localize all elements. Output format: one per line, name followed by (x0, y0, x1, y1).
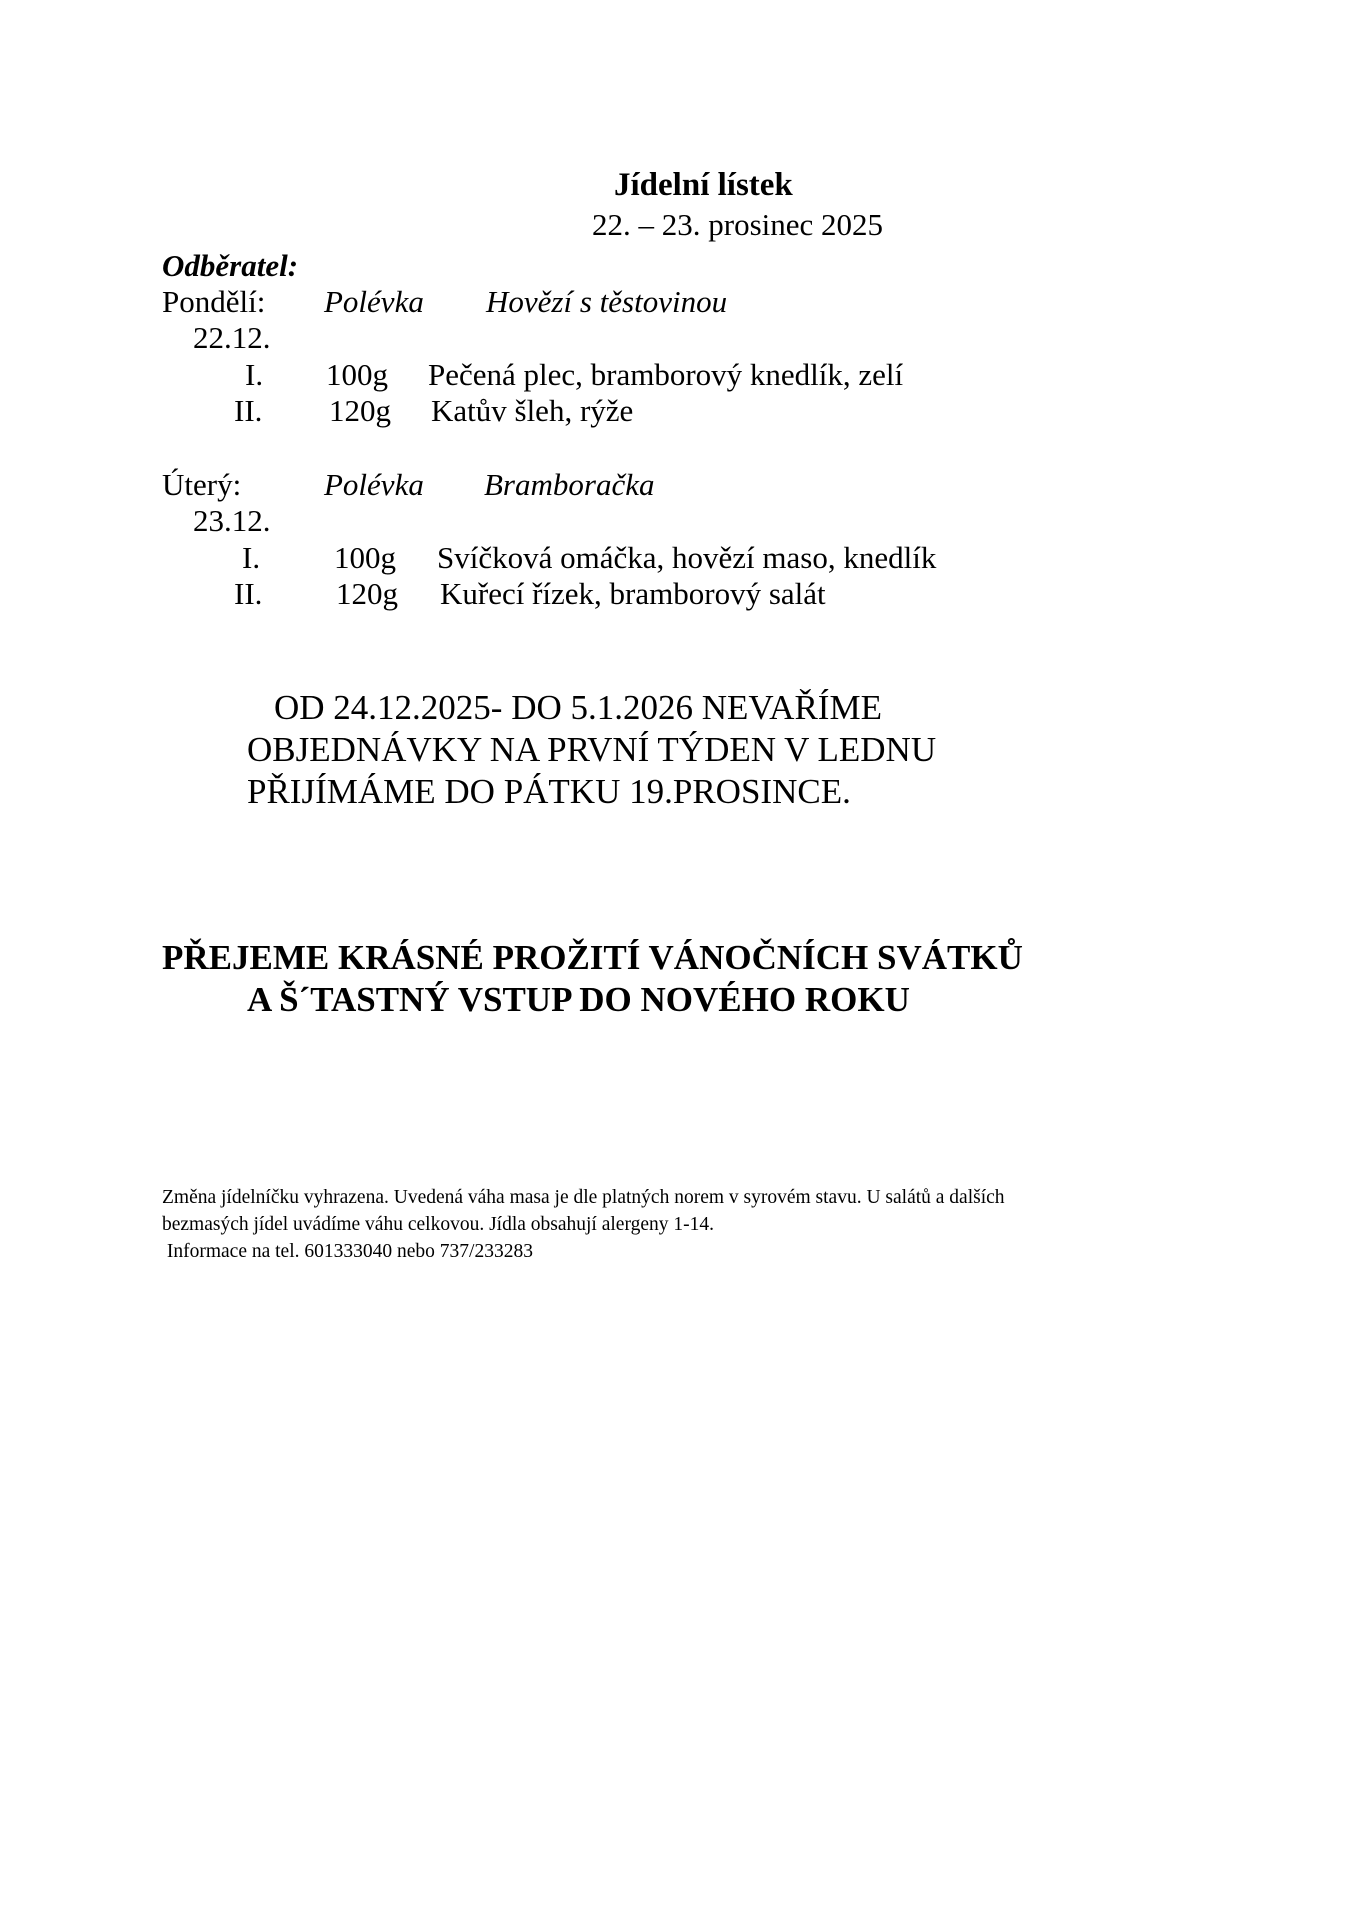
meal-dish: Katův šleh, rýže (431, 393, 634, 428)
notice-line: OD 24.12.2025- DO 5.1.2026 NEVAŘÍME (274, 688, 882, 727)
meal-weight: 120g (336, 576, 398, 611)
date-range: 22. – 23. prosinec 2025 (592, 207, 884, 242)
meal-weight: 120g (329, 393, 391, 428)
day-name: Úterý: (162, 467, 242, 502)
meal-dish: Kuřecí řízek, bramborový salát (440, 576, 826, 611)
soup-label: Polévka (324, 284, 424, 319)
meal-dish: Pečená plec, bramborový knedlík, zelí (428, 357, 904, 392)
footer-contact: Informace na tel. 601333040 nebo 737/233283 (162, 1241, 533, 1262)
meal-number: I. (245, 357, 264, 392)
meal-dish: Svíčková omáčka, hovězí maso, knedlík (437, 540, 937, 575)
wish-line: A Š´TASTNÝ VSTUP DO NOVÉHO ROKU (247, 980, 910, 1019)
day-date: 23.12. (193, 503, 271, 538)
meal-weight: 100g (334, 540, 396, 575)
footer-line: Změna jídelníčku vyhrazena. Uvedená váha masa je dle platných norem v syrovém stavu. U salátů a dalších (162, 1187, 1005, 1208)
meal-number: II. (234, 393, 263, 428)
notice-line: PŘIJÍMÁME DO PÁTKU 19.PROSINCE. (247, 772, 851, 811)
customer-label: Odběratel: (162, 248, 299, 283)
soup-name: Hovězí s těstovinou (486, 284, 728, 319)
wish-line: PŘEJEME KRÁSNÉ PROŽITÍ VÁNOČNÍCH SVÁTKŮ (162, 938, 1023, 977)
page-title: Jídelní lístek (614, 167, 793, 203)
day-name: Pondělí: (162, 284, 266, 319)
meal-number: I. (242, 540, 261, 575)
footer-line: bezmasých jídel uvádíme váhu celkovou. Jídla obsahují alergeny 1-14. (162, 1214, 714, 1235)
day-date: 22.12. (193, 320, 271, 355)
meal-weight: 100g (326, 357, 388, 392)
soup-name: Bramboračka (484, 467, 655, 502)
soup-label: Polévka (324, 467, 424, 502)
notice-line: OBJEDNÁVKY NA PRVNÍ TÝDEN V LEDNU (247, 730, 937, 769)
meal-number: II. (234, 576, 263, 611)
